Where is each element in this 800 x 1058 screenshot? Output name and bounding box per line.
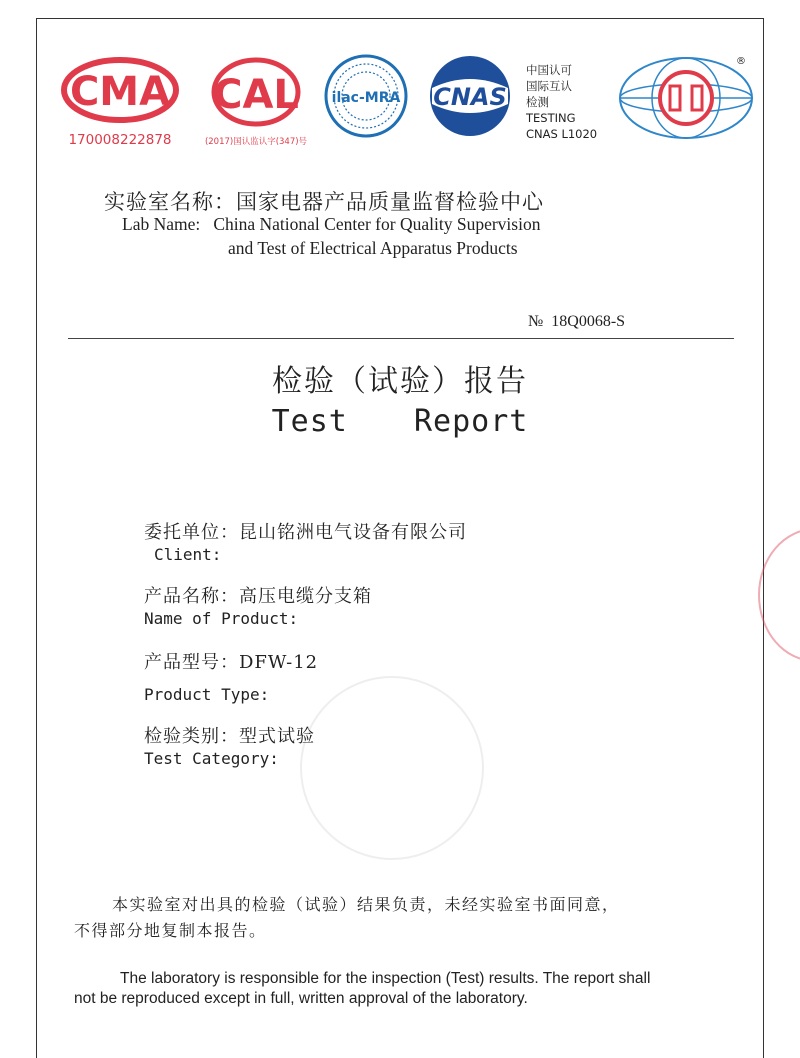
product-type-en: Product Type: — [144, 685, 270, 704]
disclaimer-cn-line2: 不得部分地复制本报告。 — [74, 921, 267, 940]
product-name-en: Name of Product: — [144, 609, 299, 628]
cqc-globe-logo — [620, 56, 752, 138]
cma-mark: CMA — [69, 69, 171, 115]
ilac-mra-logo — [326, 56, 406, 136]
cnas-mark: CNAS — [433, 83, 507, 111]
edge-seal-stamp — [758, 528, 800, 662]
registered-mark: ® — [736, 56, 746, 67]
lab-name-en-line2: and Test of Electrical Apparatus Products — [228, 238, 518, 258]
title-en: Test Report — [271, 404, 529, 439]
cma-reg-number: 170008222878 — [68, 132, 172, 148]
ilac-mark: ilac-MRA — [331, 90, 401, 106]
report-number: № 18Q0068-S — [528, 313, 626, 330]
client-en: Client: — [154, 545, 222, 564]
accreditation-logos — [56, 52, 756, 154]
disclaimer-cn-line1: 本实验室对出具的检验（试验）结果负责，未经实验室书面同意， — [112, 895, 620, 914]
disclaimer-en-line2: not be reproduced except in full, written approval of the laboratory. — [74, 990, 528, 1007]
lab-name-en-line1: Lab Name: China National Center for Quality Supervision — [122, 214, 541, 234]
cnas-line2: 国际互认 — [526, 79, 572, 93]
watermark-stamp — [300, 676, 484, 860]
cma-logo — [64, 60, 176, 148]
product-type-cn: 产品型号：DFW-12 — [144, 652, 319, 673]
cal-approval: (2017)国认监认字(347)号 — [204, 137, 308, 147]
title-cn: 检验（试验）报告 — [272, 364, 528, 399]
header-divider — [68, 338, 734, 339]
test-category-en: Test Category: — [144, 749, 279, 768]
cnas-line5: CNAS L1020 — [526, 127, 598, 141]
client-cn: 委托单位：昆山铭洲电气设备有限公司 — [144, 522, 467, 543]
cal-logo — [205, 60, 308, 147]
cnas-line3: 检测 — [526, 95, 549, 109]
test-category-cn: 检验类别：型式试验 — [144, 726, 315, 747]
cal-mark: CAL — [213, 72, 299, 118]
cnas-line1: 中国认可 — [526, 63, 572, 77]
cnas-logo — [430, 56, 510, 136]
lab-name-cn: 实验室名称：国家电器产品质量监督检验中心 — [104, 190, 544, 214]
cnas-text-block — [525, 63, 597, 141]
disclaimer-en-line1: The laboratory is responsible for the inspection (Test) results. The report shall — [120, 970, 651, 987]
cnas-line4: TESTING — [526, 111, 576, 125]
product-name-cn: 产品名称：高压电缆分支箱 — [144, 586, 372, 607]
